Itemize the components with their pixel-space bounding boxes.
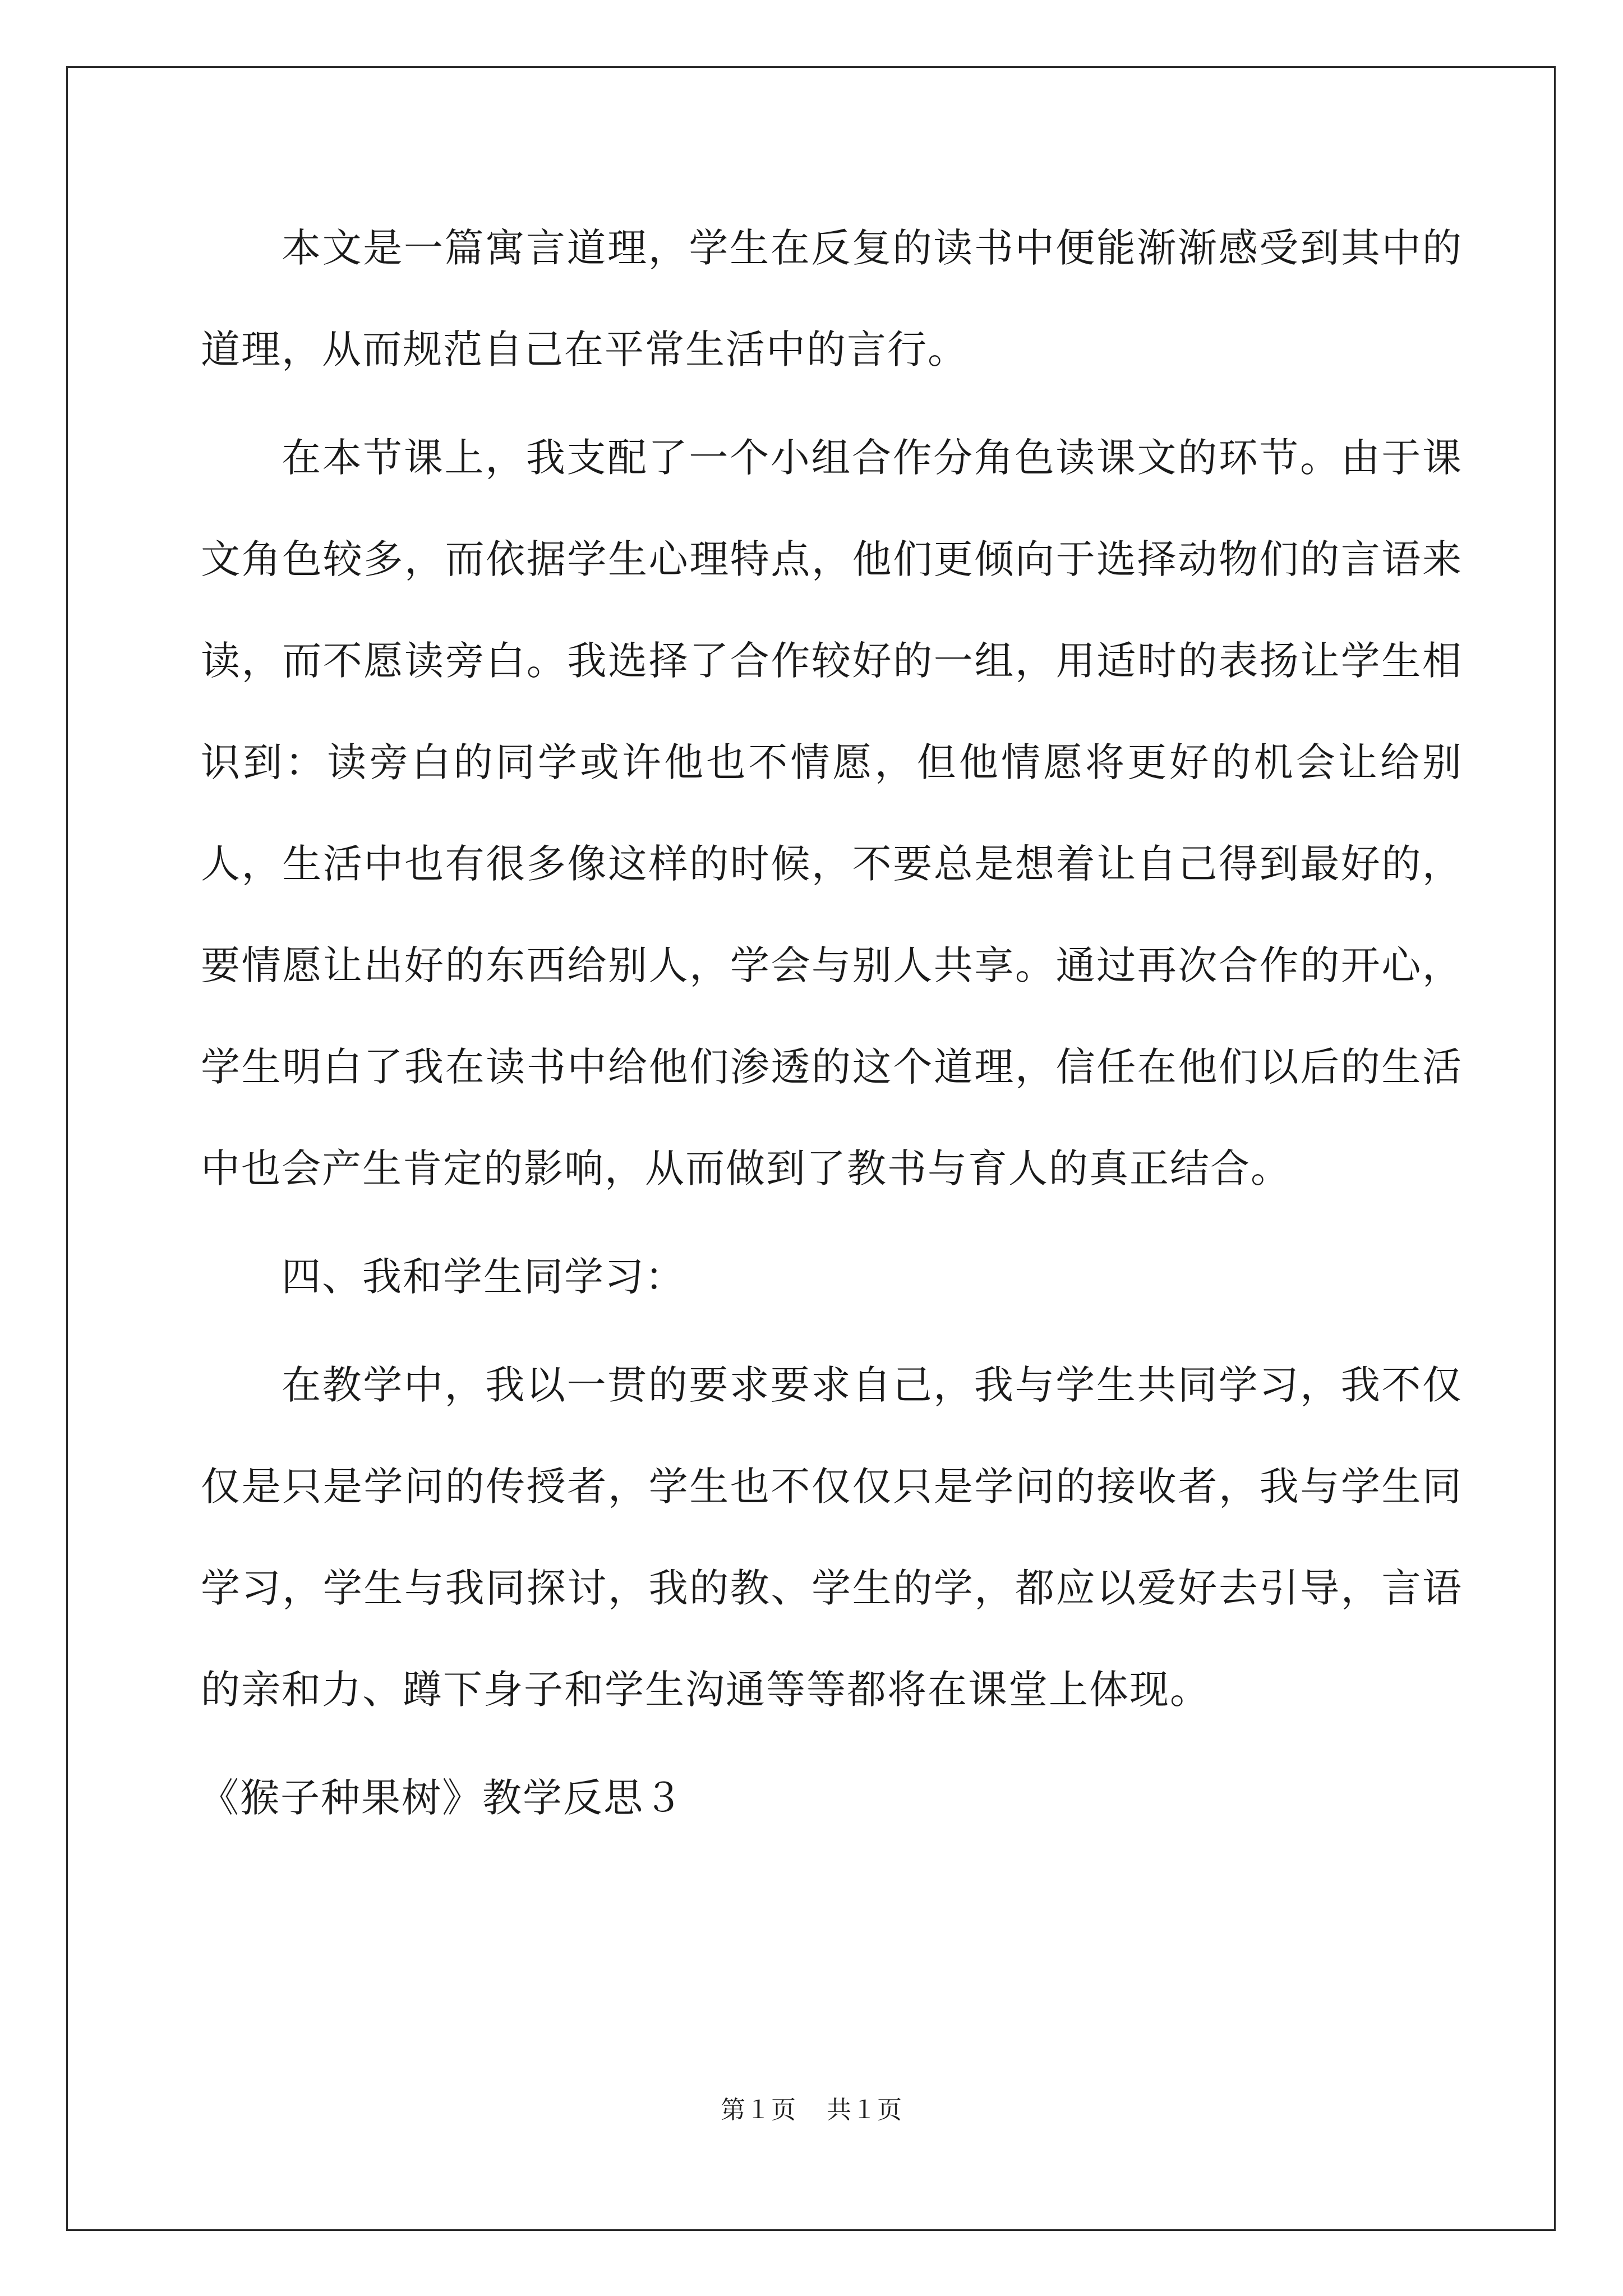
section-heading: 四、我和学生同学习：: [282, 1254, 685, 1300]
paragraph-3: 在教学中，我以一贯的要求要求自己，我与学生共同学习，我不仅仅是只是学问的传授者，学生也不仅仅只是学问的接收者，我与学生同学习，学生与我同探讨，我的教、学生的学，都应以爱好去引导，言语的亲和力、蹲下身子和学生沟通等等都将在课堂上体现。: [201, 1362, 1463, 1713]
document-body: [201, 197, 1463, 1849]
page-footer: [0, 2093, 1623, 2127]
total-pages: 共１页: [827, 2096, 902, 2124]
page-number: 第１页: [721, 2096, 796, 2124]
paragraph-1: 本文是一篇寓言道理，学生在反复的读书中便能渐渐感受到其中的道理，从而规范自己在平常生活中的言行。: [201, 225, 1463, 372]
paragraph-2: 在本节课上，我支配了一个小组合作分角色读课文的环节。由于课文角色较多，而依据学生心理特点，他们更倾向于选择动物们的言语来读，而不愿读旁白。我选择了合作较好的一组，用适时的表扬让学生相识到：读旁白的同学或许他也不情愿，但他情愿将更好的机会让给别人，生活中也有很多像这样的时候，不要总是想着让自己得到最好的，要情愿让出好的东西给别人，学会与别人共享。通过再次合作的开心，学生明白了我在读书中给他们渗透的这个道理，信任在他们以后的生活中也会产生肯定的影响，从而做到了教书与育人的真正结合。: [201, 435, 1463, 1191]
next-section-title: 《猴子种果树》教学反思３: [200, 1775, 684, 1821]
